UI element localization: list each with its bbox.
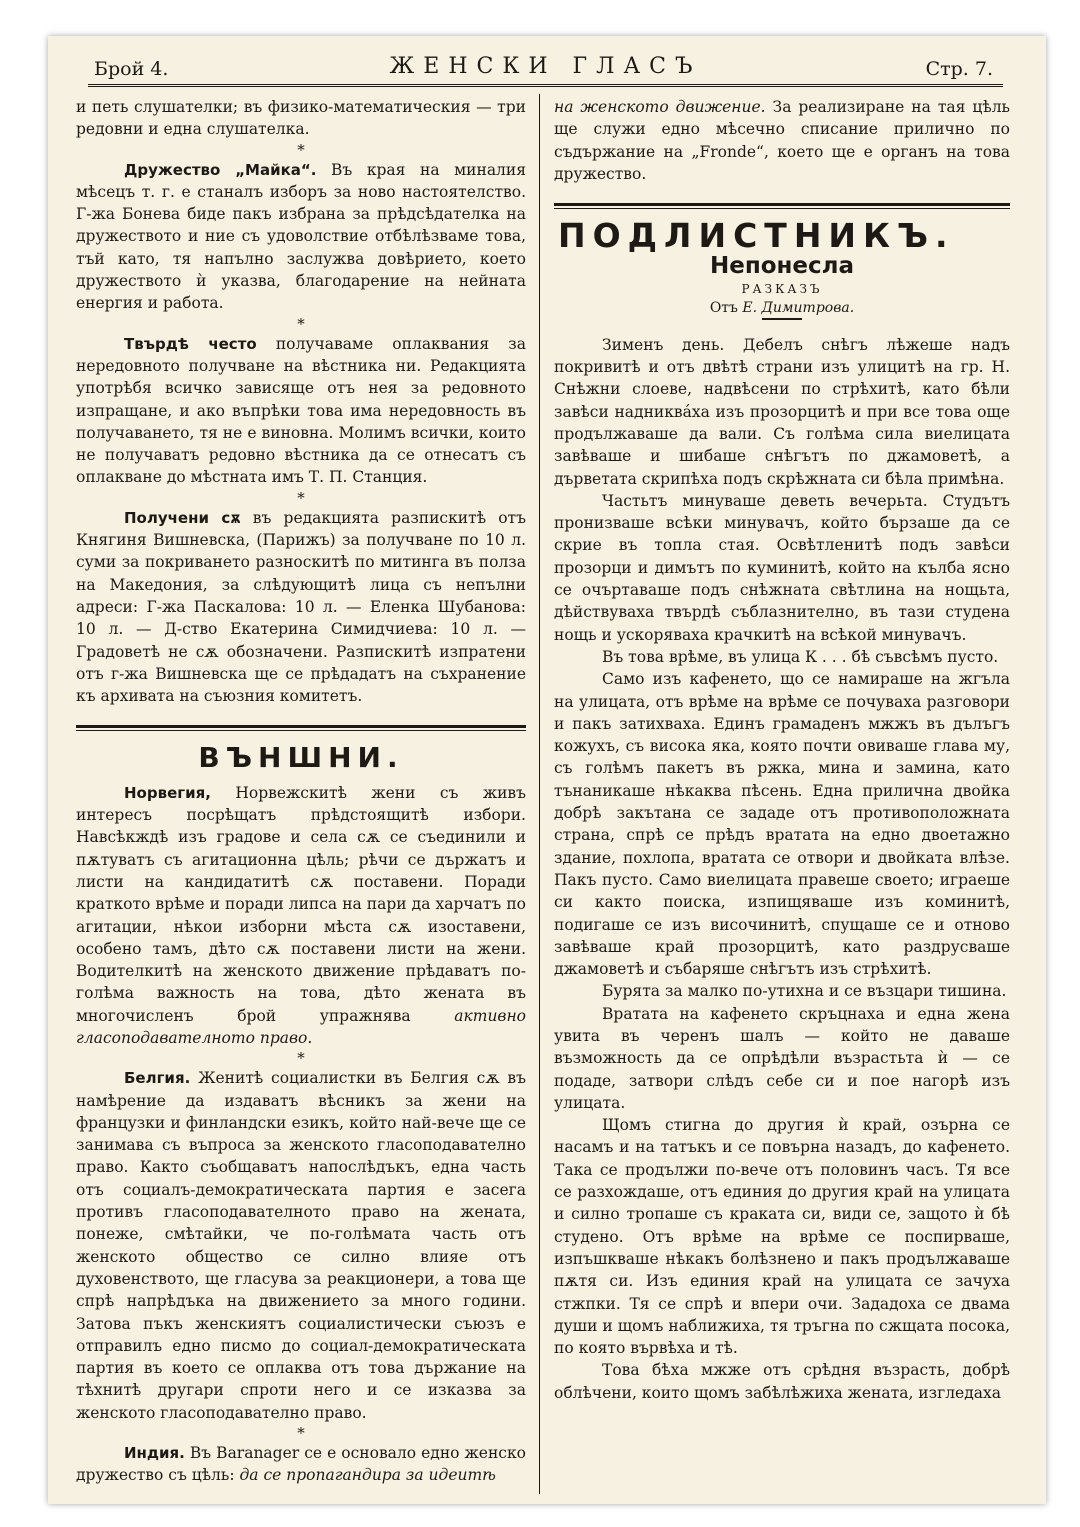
paragraph: и петь слушателки; въ физико-математическия — три редовни и една слушателка. <box>76 98 526 139</box>
paragraph: Белгия. Женитѣ социалистки въ Белгия сѫ въ намѣрение да издаватъ вѣсникъ за жени на французки и финландски езикъ, който най-вече ще се занимава съ въпроса за женското гласоподавателно право. Както съобщаватъ напослѣдъкъ, една часть отъ социалъ-демократическата партия е засега противъ гласоподавателното право на жената, понеже, смѣтайки, че по-голѣмата часть отъ женското общество се силно влияе отъ духовенството, ще гласува за реакционери, а това ще спрѣ напрѣдъка на движението за много години. Затова пъкъ женскиятъ социалистически съюзъ е отправилъ едно писмо до социал-демократическата партия въ което се оплаква отъ това държание на тѣхнитѣ другари спроти него и се изказва за женското гласоподавателно право. <box>76 1069 526 1422</box>
separator-star: * <box>297 140 305 159</box>
paragraph-lead: Норвегия, <box>124 783 211 802</box>
story-title: Непонесла <box>709 253 855 280</box>
feuilleton-title: ПОДЛИСТНИКЪ. <box>558 216 955 256</box>
paragraph-lead: Индия. <box>124 1444 185 1463</box>
paragraph-lead: Белгия. <box>124 1069 191 1088</box>
separator-star: * <box>297 1049 305 1068</box>
newspaper-title: ЖЕНСКИ ГЛАСЪ <box>389 54 702 79</box>
paragraph: Това бѣха мжже отъ срѣдня възрасть, добрѣ облѣчени, които щомъ забѣлѣжиха жената, изгледаха <box>554 1361 1010 1402</box>
paragraph-lead: Дружество „Майка“. <box>124 160 317 179</box>
section-title: ВЪНШНИ. <box>198 741 404 775</box>
newspaper-page <box>48 36 1046 1504</box>
header-rule <box>88 84 1003 89</box>
page-number: Стр. 7. <box>925 58 993 80</box>
page-header <box>88 46 1003 82</box>
paragraph: Въ това врѣме, въ улица К . . . бѣ съвсѣмъ пусто. <box>602 647 999 666</box>
paragraph: на женското движение. За реализиране на тая цѣль ще служи едно мѣсечно списание прилично по съдържание на „Fronde“, което ще е органъ на това дружество. <box>554 98 1010 183</box>
ornament-rule <box>762 318 802 320</box>
paragraph: Твърдѣ често получаваме оплаквания за нередовното получване на вѣстника ни. Редакцията употрѣбя всичко зависяще отъ нея за редовното изпращане, и ако въпрѣки това има нередовность въ получаването, тя не е виновна. Молимъ всички, които не получаватъ редовно вѣстника да се отнесатъ съ оплакване до мѣстната имъ Т. П. Станция. <box>76 334 526 487</box>
paragraph: Норвегия, Норвежскитѣ жени съ живъ интересъ посрѣщатъ прѣдстоящитѣ избори. Навсѣкждѣ изъ градове и села сѫ се съединили и пѫтуватъ съ агитационна цѣль; рѣчи се държатъ и листи на кандидатитѣ сѫ поставени. Поради краткото врѣме и поради липса на пари да харчатъ по агитации, нѣкои изборни мѣста сѫ изоставени, особено тамъ, дѣто сѫ поставени листи на жени. Водителкитѣ на женското движение прѣдаватъ по-голѣма важность на това, дѣто жената въ многочисленъ брой упражнява активно гласоподавателното право. <box>76 783 526 1047</box>
paragraph: Бурята за малко по-утихна и се възцари тишина. <box>602 982 1007 1001</box>
section-rule <box>76 725 526 731</box>
paragraph: Вратата на кафенето скръцнаха и една жена увита въ черенъ шалъ — който не даваше възможность да се опрѣдѣли възрастьта ѝ — се подаде, затвори слѣдъ себе си и пое нагорѣ изъ улицата. <box>554 1004 1010 1112</box>
paragraph: Получени сѫ въ редакцията разпискитѣ отъ Княгиня Вишневска, (Парижъ) за получване по 10 л. суми за покриването разноскитѣ по митинга въ полза на Македония, за слѣдующитѣ лица съ непълни адреси: Г-жа Паскалова: 10 л. — Еленка Шубанова: 10 л. — Д-ство Екатерина Симидчиева: 10 л. — Градоветѣ не сѫ обозначени. Разпискитѣ изпратени отъ г-жа Вишневска ще се прѣдадатъ на съхранение къ архивата на съюзния комитетъ. <box>76 508 526 706</box>
paragraph-lead: Получени сѫ <box>124 508 241 527</box>
left-column <box>76 96 526 1487</box>
column-divider <box>539 94 540 1494</box>
paragraph: Частьтъ минуваше деветь вечерьта. Студътъ пронизваше всѣки минувачъ, който бързаше да се скрие въ топла стая. Освѣтленитѣ подъ завѣси прозорци и димътъ по куминитѣ, който на кълба ясно се очъртаваше подъ снѣжната свѣтлина на нощьта, дѣйствуваха твърдѣ съблазнително, въ тази студена нощь и ускоряваха крачкитѣ на всѣкой минувачъ. <box>554 491 1010 644</box>
story-genre: РАЗКАЗЪ <box>741 281 823 296</box>
paragraph: Само изъ кафенето, що се намираше на жгъла на улицата, отъ врѣме на врѣме се почуваха разговори и пакъ затихваха. Единъ грамаденъ мжжъ въ дълъгъ кожухъ, съ висока яка, която почти овиваше глава му, съ голѣмъ пакетъ въ ржка, мина и замина, като тънаникаше нѣкаква пѣсень. Една прилична двойка добрѣ закътана се зададе отъ противоположната страна, спрѣ се прѣдъ вратата на едно двоетажно здание, похлопа, вратата се отвори и двойката влѣзе. Пакъ пусто. Само виелицата правеше своето; играеше си както поиска, изпищяваше изъ коминитѣ, подигаше се изъ височинитѣ, спущаше се и отново завѣваше край прозорцитѣ, като раздрусваше джамоветѣ и събаряше снѣгътъ изъ стрѣхитѣ. <box>554 670 1010 979</box>
story-author: Отъ Е. Димитрова. <box>709 299 855 316</box>
separator-star: * <box>297 1424 305 1443</box>
separator-star: * <box>297 488 305 507</box>
paragraph: Индия. Въ Baranager се е основало едно женско дружество съ цѣль: да се пропагандира за идеитѣ <box>76 1444 526 1485</box>
paragraph: Зименъ день. Дебелъ снѣгъ лѣжеше надъ покривитѣ и отъ двѣтѣ страни изъ улицитѣ на гр. Н. Снѣжни слоеве, надвѣсени по стрѣхитѣ, като бѣли завѣси надниквáха изъ прозорцитѣ и при все това още продължаваше да вали. Съ голѣма сила виелицата завѣваше и шибаше снѣгътъ по джамоветѣ, а дърветата скрипѣха подъ скрѣжната си бѣла примѣна. <box>554 335 1010 488</box>
separator-star: * <box>297 314 305 333</box>
issue-number: Брой 4. <box>94 58 169 80</box>
paragraph: Щомъ стигна до другия ѝ край, озърна се насамъ и на татъкъ и се повърна назадъ, до кафенето. Така се продължи по-вече отъ половинъ часъ. Тя все се разхождаше, отъ единия до другия край на улицата и силно тропаше съ краката си, види се, защото ѝ бѣ студено. Отъ врѣме на врѣме се поспирваше, изпъшкваше нѣкакъ болѣзнено и пакъ продължаваше пѫтя си. Изъ единия край на улицата се зачуха стжпки. Тя се спрѣ и впери очи. Зададоха се двама души и щомъ наближиха, тя тръгна по сжщата посока, по която вървѣха и тѣ. <box>554 1116 1010 1358</box>
paragraph: Дружество „Майка“. Въ края на миналия мѣсецъ т. г. е станалъ изборъ за ново настоятелство. Г-жа Бонева биде пакъ избрана за прѣдсѣдателка на дружеството и ние съ удоволствие отбѣлѣзваме това, тъй като, тя напълно заслужва довѣрието, което дружеството ѝ указва, благодарение на нейната енергия и работа. <box>76 160 527 313</box>
paragraph-lead: Твърдѣ често <box>124 334 257 353</box>
section-rule <box>554 203 1010 209</box>
right-column <box>554 96 1010 1404</box>
